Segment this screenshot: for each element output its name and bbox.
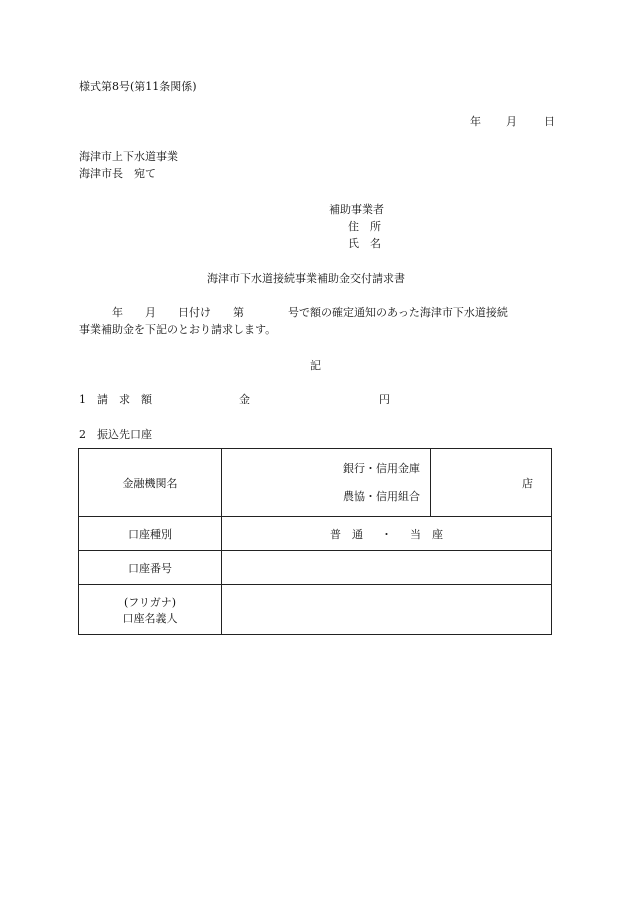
type-separator: ・ [381, 527, 392, 541]
name-label: 氏 名 [348, 237, 381, 250]
type-ordinary: 普 通 [330, 527, 363, 541]
date-line [470, 115, 555, 129]
claim-yen: 円 [379, 393, 390, 406]
address-label: 住 所 [348, 220, 381, 233]
account-holder-row [79, 585, 552, 635]
bank-account-table [78, 448, 552, 635]
account-number-label: 口座番号 [79, 551, 222, 585]
date-month: 月 [506, 115, 517, 128]
form-number: 様式第8号(第11条関係) [79, 80, 197, 93]
bank-option-1: 銀行・信用金庫 [343, 461, 420, 475]
account-holder-field[interactable] [222, 585, 552, 635]
holder-label: 口座名義人 [122, 611, 178, 625]
addressee-org: 海津市上下水道事業 [79, 150, 178, 163]
ki-heading: 記 [310, 359, 321, 372]
account-number-field[interactable] [222, 551, 552, 585]
account-type-field[interactable] [222, 517, 552, 551]
branch-field[interactable] [431, 449, 552, 517]
branch-suffix: 店 [522, 476, 533, 490]
account-holder-label [79, 585, 222, 635]
account-heading: 2 振込先口座 [79, 428, 152, 441]
claim-amount-row [79, 393, 549, 407]
institution-row [79, 449, 552, 517]
type-current: 当 座 [410, 527, 443, 541]
claim-label: 1 請 求 額 [79, 393, 152, 406]
bank-name-field[interactable] [222, 449, 431, 517]
account-type-row [79, 517, 552, 551]
body-text-line-2: 事業補助金を下記のとおり請求します。 [79, 323, 277, 336]
claim-kin: 金 [239, 393, 250, 406]
applicant-title: 補助事業者 [329, 203, 384, 216]
furigana-label: (フリガナ) [123, 595, 177, 609]
body-text-line-1: 年 月 日付け 第 号で額の確定通知のあった海津市下水道接続 [79, 306, 508, 319]
date-year: 年 [470, 115, 481, 128]
bank-option-2: 農協・信用組合 [343, 489, 420, 503]
document-title: 海津市下水道接続事業補助金交付請求書 [207, 272, 405, 285]
account-number-row [79, 551, 552, 585]
date-day: 日 [544, 115, 555, 128]
account-type-label: 口座種別 [79, 517, 222, 551]
addressee-mayor: 海津市長 宛て [79, 167, 156, 180]
institution-label: 金融機関名 [79, 449, 222, 517]
